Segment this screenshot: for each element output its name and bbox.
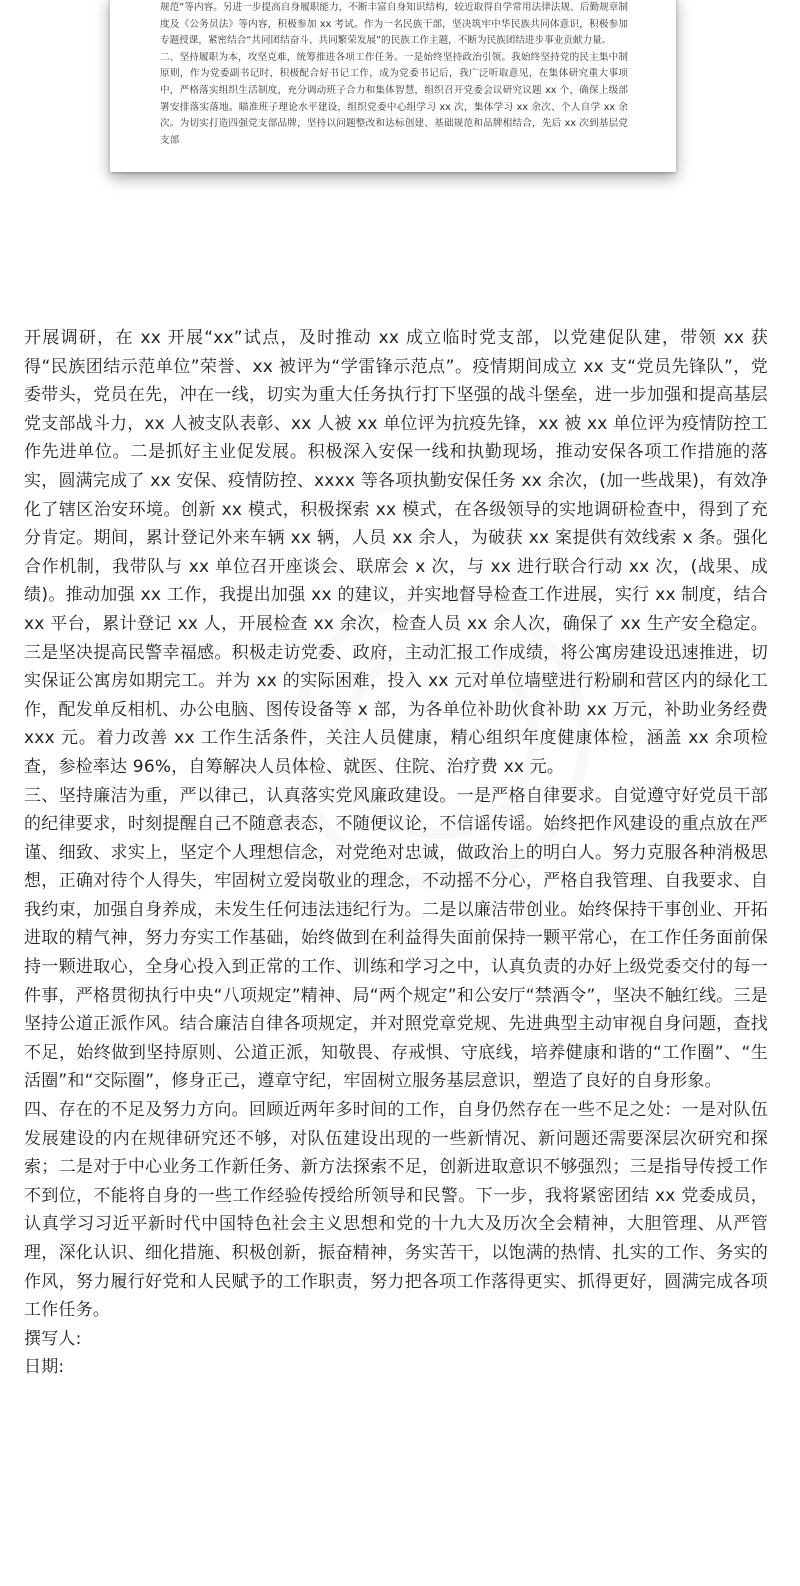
preview-paragraph: 二、坚持履职为本，攻坚克难，统筹推进各项工作任务。一是始终坚持政治引领。我始终坚持党的民主集中制原则，作为党委副书记时，积极配合好书记工作，成为党委书记后，我广泛听取意见，在集体研究重大事项中，严格落实组织生活制度，充分调动班子合力和集体智慧，组织召开党委会议研究议题 xx 个，确保上级部署安排落实落地。瞄准班子理论水平建设，组织党委中心组学习 xx 次，集体学习 xx 余次、个人自学 xx 余次。为切实打造四强党支部品牌，坚持以问题整改和达标创建、基础规范和品牌相结合，先后 xx 次到基层党支部 bbox=[160, 51, 628, 146]
preview-paragraph: 规范”等内容。另进一步提高自身履职能力，不断丰富自身知识结构，较近取得自学常用法律法规、后勤规章制度及《公务员法》等内容，积极参加 xx 考试。作为一名民族干部，坚决筑牢中华民族共同体意识，积极参加专题授课，紧密结合“共同团结奋斗、共同繁荣发展”的民族工作主题，不断为民族团结进步事业贡献力量。 bbox=[160, 2, 628, 47]
page-preview-card bbox=[110, 0, 676, 172]
author-label: 撰写人: bbox=[24, 1328, 82, 1349]
signature-block bbox=[24, 1325, 768, 1382]
date-label: 日期: bbox=[24, 1357, 65, 1378]
body-paragraph: 四、存在的不足及努力方向。回顾近两年多时间的工作，自身仍然存在一些不足之处：一是对队伍发展建设的内在规律研究还不够，对队伍建设出现的一些新情况、新问题还需要深层次研究和探索；二是对于中心业务工作新任务、新方法探索不足，创新进取意识不够强烈；三是指导传授工作不到位，不能将自身的一些工作经验传授给所领导和民警。下一步，我将紧密团结 xx 党委成员，认真学习习近平新时代中国特色社会主义思想和党的十九大及历次全会精神，大胆管理、从严管理，深化认识、细化措施、积极创新，振奋精神，务实苦干，以饱满的热情、扎实的工作、务实的作风，努力履行好党和人民赋予的工作职责，努力把各项工作落得更实、抓得更好，圆满完成各项工作任务。 bbox=[24, 1100, 768, 1321]
preview-text-block bbox=[110, 0, 676, 149]
body-paragraph: 三、坚持廉洁为重，严以律己，认真落实党风廉政建设。一是严格自律要求。自觉遵守好党员干部的纪律要求，时刻提醒自己不随意表态，不随便议论，不信谣传谣。始终把作风建设的重点放在严谨、细致、求实上，坚定个人理想信念，对党绝对忠诚，做政治上的明白人。努力克服各种消极思想，正确对待个人得失，牢固树立爱岗敬业的理念，不动摇不分心，严格自我管理、自我要求、自我约束，加强自身养成，未发生任何违法违纪行为。二是以廉洁带创业。始终保持干事创业、开拓进取的精气神，努力夯实工作基础，始终做到在利益得失面前保持一颗平常心，在工作任务面前保持一颗进取心，全身心投入到正常的工作、训练和学习之中，认真负责的办好上级党委交付的每一件事，严格贯彻执行中央“八项规定”精神、局“两个规定”和公安厅“禁酒令”，坚决不触红线。三是坚持公道正派作风。结合廉洁自律各项规定，并对照党章党规、先进典型主动审视自身问题，查找不足，始终做到坚持原则、公道正派，知敬畏、存戒惧、守底线，培养健康和谐的“工作圈”、“生活圈”和“交际圈”，修身正己，遵章守纪，牢固树立服务基层意识，塑造了良好的自身形象。 bbox=[24, 785, 768, 1092]
document-body bbox=[24, 324, 768, 1382]
body-paragraph: 开展调研，在 xx 开展“xx”试点，及时推动 xx 成立临时党支部，以党建促队建，带领 xx 获得“民族团结示范单位”荣誉、xx 被评为“学雷锋示范点”。疫情期间成立 xx 支“党员先锋队”，党委带头，党员在先，冲在一线，切实为重大任务执行打下坚强的战斗堡垒，进一步加强和提高基层党支部战斗力，xx 人被支队表彰、xx 人被 xx 单位评为抗疫先锋，xx 被 xx 单位评为疫情防控工作先进单位。二是抓好主业促发展。积极深入安保一线和执勤现场，推动安保各项工作措施的落实，圆满完成了 xx 安保、疫情防控、xxxx 等各项执勤安保任务 xx 余次，(加一些战果)，有效净化了辖区治安环境。创新 xx 模式，积极探索 xx 模式，在各级领导的实地调研检查中，得到了充分肯定。期间，累计登记外来车辆 xx 辆，人员 xx 余人，为破获 xx 案提供有效线索 x 条。强化合作机制，我带队与 xx 单位召开座谈会、联席会 x 次，与 xx 进行联合行动 xx 次，(战果、成绩)。推动加强 xx 工作，我提出加强 xx 的建议，并实地督导检查工作进展，实行 xx 制度，结合 xx 平台，累计登记 xx 人，开展检查 xx 余次，检查人员 xx 余人次，确保了 xx 生产安全稳定。三是坚决提高民警幸福感。积极走访党委、政府，主动汇报工作成绩，将公寓房建设迅速推进，切实保证公寓房如期完工。并为 xx 的实际困难，投入 xx 元对单位墙壁进行粉刷和营区内的绿化工作，配发单反相机、办公电脑、图传设备等 x 部，为各单位补助伙食补助 xx 万元，补助业务经费 xxx 元。着力改善 xx 工作生活条件，关注人员健康，精心组织年度健康体检，涵盖 xx 余项检查，参检率达 96%，自筹解决人员体检、就医、住院、治疗费 xx 元。 bbox=[24, 328, 768, 777]
